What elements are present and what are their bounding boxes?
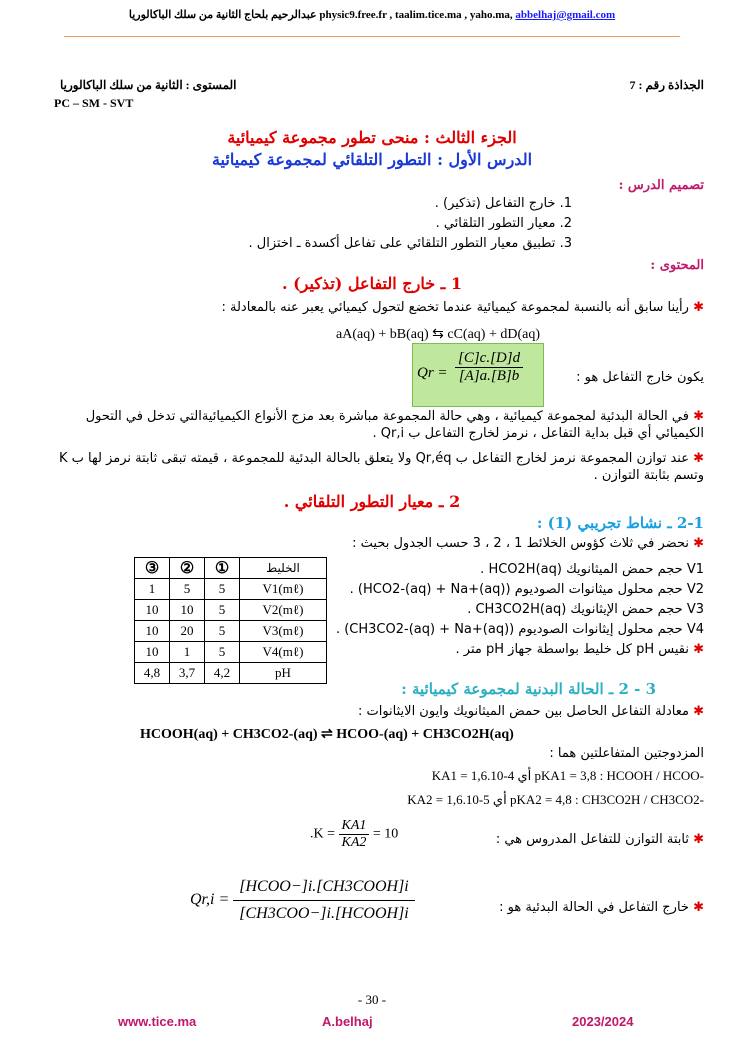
header-sites: physic9.free.fr , taalim.tice.ma , yaho.ma, <box>319 9 513 21</box>
table-header-cell: ② <box>170 558 205 579</box>
design-item: 1. خارج التفاعل (تذكير) . <box>434 196 572 211</box>
bullet-icon: ✱ <box>693 451 704 466</box>
streams: PC – SM - SVT <box>54 96 134 110</box>
content-heading: المحتوى : <box>650 258 704 273</box>
design-heading: تصميم الدرس : <box>618 178 704 193</box>
table-cell: 10 <box>135 600 170 621</box>
bullet-icon: ✱ <box>693 900 704 915</box>
design-list <box>172 196 572 256</box>
header-email-link[interactable]: abbelhaj@gmail.com <box>515 9 616 21</box>
table-cell: V4(mℓ) <box>240 642 327 663</box>
qr-label: يكون خارج التفاعل هو : <box>576 370 704 385</box>
design-item: 2. معيار التطور التلقائي . <box>435 216 572 231</box>
qri-fraction <box>233 874 415 927</box>
mixtures-table <box>134 557 327 684</box>
table-cell: 20 <box>170 621 205 642</box>
bullet-icon: ✱ <box>693 300 704 315</box>
footer-year: 2023/2024 <box>572 1014 634 1029</box>
table-cell: 5 <box>205 642 240 663</box>
table-cell: 4,2 <box>205 663 240 684</box>
paragraph-4: ✱ نحضر في ثلاث كؤوس الخلائط 1 ، 2 ، 3 حسب الجدول بحيث : <box>352 536 704 551</box>
table-cell: V1(mℓ) <box>240 579 327 600</box>
bullet-icon: ✱ <box>693 704 704 719</box>
k-formula <box>310 818 398 851</box>
definition-item: V3 حجم حمض الإيثانويك CH3CO2H(aq) . <box>467 602 704 617</box>
table-cell: 4,8 <box>135 663 170 684</box>
bullet-icon: ✱ <box>693 832 704 847</box>
header-divider <box>64 36 680 37</box>
table-cell: 10 <box>135 621 170 642</box>
qri-formula <box>190 874 415 927</box>
equation-1: aA(aq) + bB(aq) ⇆ cC(aq) + dD(aq) <box>336 327 540 342</box>
paragraph-2: ✱ في الحالة البدئية لمجموعة كيميائية ، وهي حالة المجموعة مباشرة بعد مزج الأنواع الكيميائيةالتي تدخل في التحول الكيميائي أي قبل بداية التفاعل ، نرمز لخارج التفاعل ب Qr,i . <box>85 409 704 441</box>
k-fraction <box>339 818 370 851</box>
paragraph-3: ✱ عند توازن المجموعة نرمز لخارج التفاعل ب Qr,éq ولا يتعلق بالحالة البدئية للمجموعة ، قيمته تبقى ثابتة نرمز لها ب K وتسم بثابتة التوازن . <box>59 451 704 483</box>
definition-item: V2 حجم محلول ميثانوات الصوديوم (HCO2-(aq) + Na+(aq)) . <box>349 582 704 597</box>
couple-2: KA2 = 1,6.10-5 أي pKA2 = 4,8 : CH3CO2H / CH3CO2- <box>407 792 704 807</box>
lesson-title: الدرس الأول : التطور التلقائي لمجموعة كيميائية <box>211 150 533 169</box>
footer-site: www.tice.ma <box>118 1014 197 1029</box>
table-cell: V3(mℓ) <box>240 621 327 642</box>
k-rhs: = 10 <box>372 826 399 842</box>
page-number: - 30 - <box>357 992 387 1007</box>
qri-lhs: Qr,i = <box>190 891 230 909</box>
bullet-icon: ✱ <box>693 642 704 657</box>
table-header-cell: ③ <box>135 558 170 579</box>
paragraph-1: ✱ رأينا سابق أنه بالنسبة لمجموعة كيميائية عندما تخضع لتحول كيميائي يعبر عنه بالمعادلة : <box>221 300 704 315</box>
lesson-number: الجذاذة رقم : 7 <box>629 78 704 92</box>
design-item: 3. تطبيق معيار التطور التلقائي على تفاعل أكسدة ـ اختزال . <box>248 236 572 251</box>
table-cell: 5 <box>205 621 240 642</box>
paragraph-6: ✱ معادلة التفاعل الحاصل بين حمض الميثانويك وايون الايثانوات : <box>357 704 704 719</box>
footer-author: A.belhaj <box>322 1014 373 1029</box>
table-row <box>135 579 327 600</box>
table-row <box>135 642 327 663</box>
qr-lhs: Qr = <box>417 365 448 381</box>
table-cell: 1 <box>135 579 170 600</box>
table-row <box>135 600 327 621</box>
table-cell: 10 <box>170 600 205 621</box>
bullet-icon: ✱ <box>693 536 704 551</box>
definition-item: V4 حجم محلول إيثانوات الصوديوم (CH3CO2-(aq) + Na+(aq)) . <box>335 622 704 637</box>
table-cell: 3,7 <box>170 663 205 684</box>
table-cell: 10 <box>135 642 170 663</box>
qr-fraction <box>455 350 523 385</box>
table-row <box>135 621 327 642</box>
k-numerator: KA1 <box>339 818 370 835</box>
table-row <box>135 663 327 684</box>
qri-label: ✱ خارج التفاعل في الحالة البدئية هو : <box>499 900 704 915</box>
couples-label: المزدوجتين المتفاعلتين هما : <box>549 746 704 761</box>
section-1-title: 1 ـ خارج التفاعل (تذكير) . <box>281 274 463 293</box>
page-header <box>40 8 704 21</box>
k-label: ✱ ثابتة التوازن للتفاعل المدروس هي : <box>495 832 704 847</box>
qri-denominator: [CH3COO−]i.[HCOOH]i <box>239 905 409 922</box>
table-cell: 5 <box>170 579 205 600</box>
definition-item: V1 حجم حمض الميثانويك HCO2H(aq) . <box>480 562 704 577</box>
table-header-cell: ① <box>205 558 240 579</box>
table-cell: 5 <box>205 600 240 621</box>
k-denominator: KA2 <box>341 835 367 850</box>
couple-1: KA1 = 1,6.10-4 أي pKA1 = 3,8 : HCOOH / HCOO- <box>431 768 704 783</box>
qri-numerator: [HCOO−]i.[CH3COOH]i <box>233 874 415 901</box>
part-title: الجزء الثالث : منحى تطور مجموعة كيميائية <box>227 128 517 147</box>
table-cell: V2(mℓ) <box>240 600 327 621</box>
qr-formula-box <box>412 343 544 407</box>
definition-item: ✱ نقيس pH كل خليط بواسطة جهاز pH متر . <box>455 642 704 657</box>
section-2-2-title: 3 - 2 ـ الحالة البدنية لمجموعة كيميائية : <box>401 680 656 698</box>
header-author: عبدالرحيم بلحاج الثانية من سلك الباكالوريا <box>128 9 317 21</box>
level: المستوى : الثانية من سلك الباكالوريا <box>60 78 237 92</box>
k-lhs: .K = <box>310 826 336 842</box>
volume-definitions <box>324 560 704 660</box>
table-cell: 5 <box>205 579 240 600</box>
section-2-1-title: 2-1 ـ نشاط تجريبي (1) : <box>536 514 704 532</box>
table-header-row <box>135 558 327 579</box>
bullet-icon: ✱ <box>693 409 704 424</box>
section-2-title: 2 ـ معيار التطور التلقائي . <box>283 492 461 511</box>
equation-2: HCOOH(aq) + CH3CO2-(aq) ⇌ HCOO-(aq) + CH3CO2H(aq) <box>140 727 514 742</box>
table-cell: pH <box>240 663 327 684</box>
qr-numerator: [C]c.[D]d <box>455 350 523 368</box>
table-cell: 1 <box>170 642 205 663</box>
qr-denominator: [A]a.[B]b <box>458 368 520 384</box>
table-header-cell: الخليط <box>240 558 327 579</box>
